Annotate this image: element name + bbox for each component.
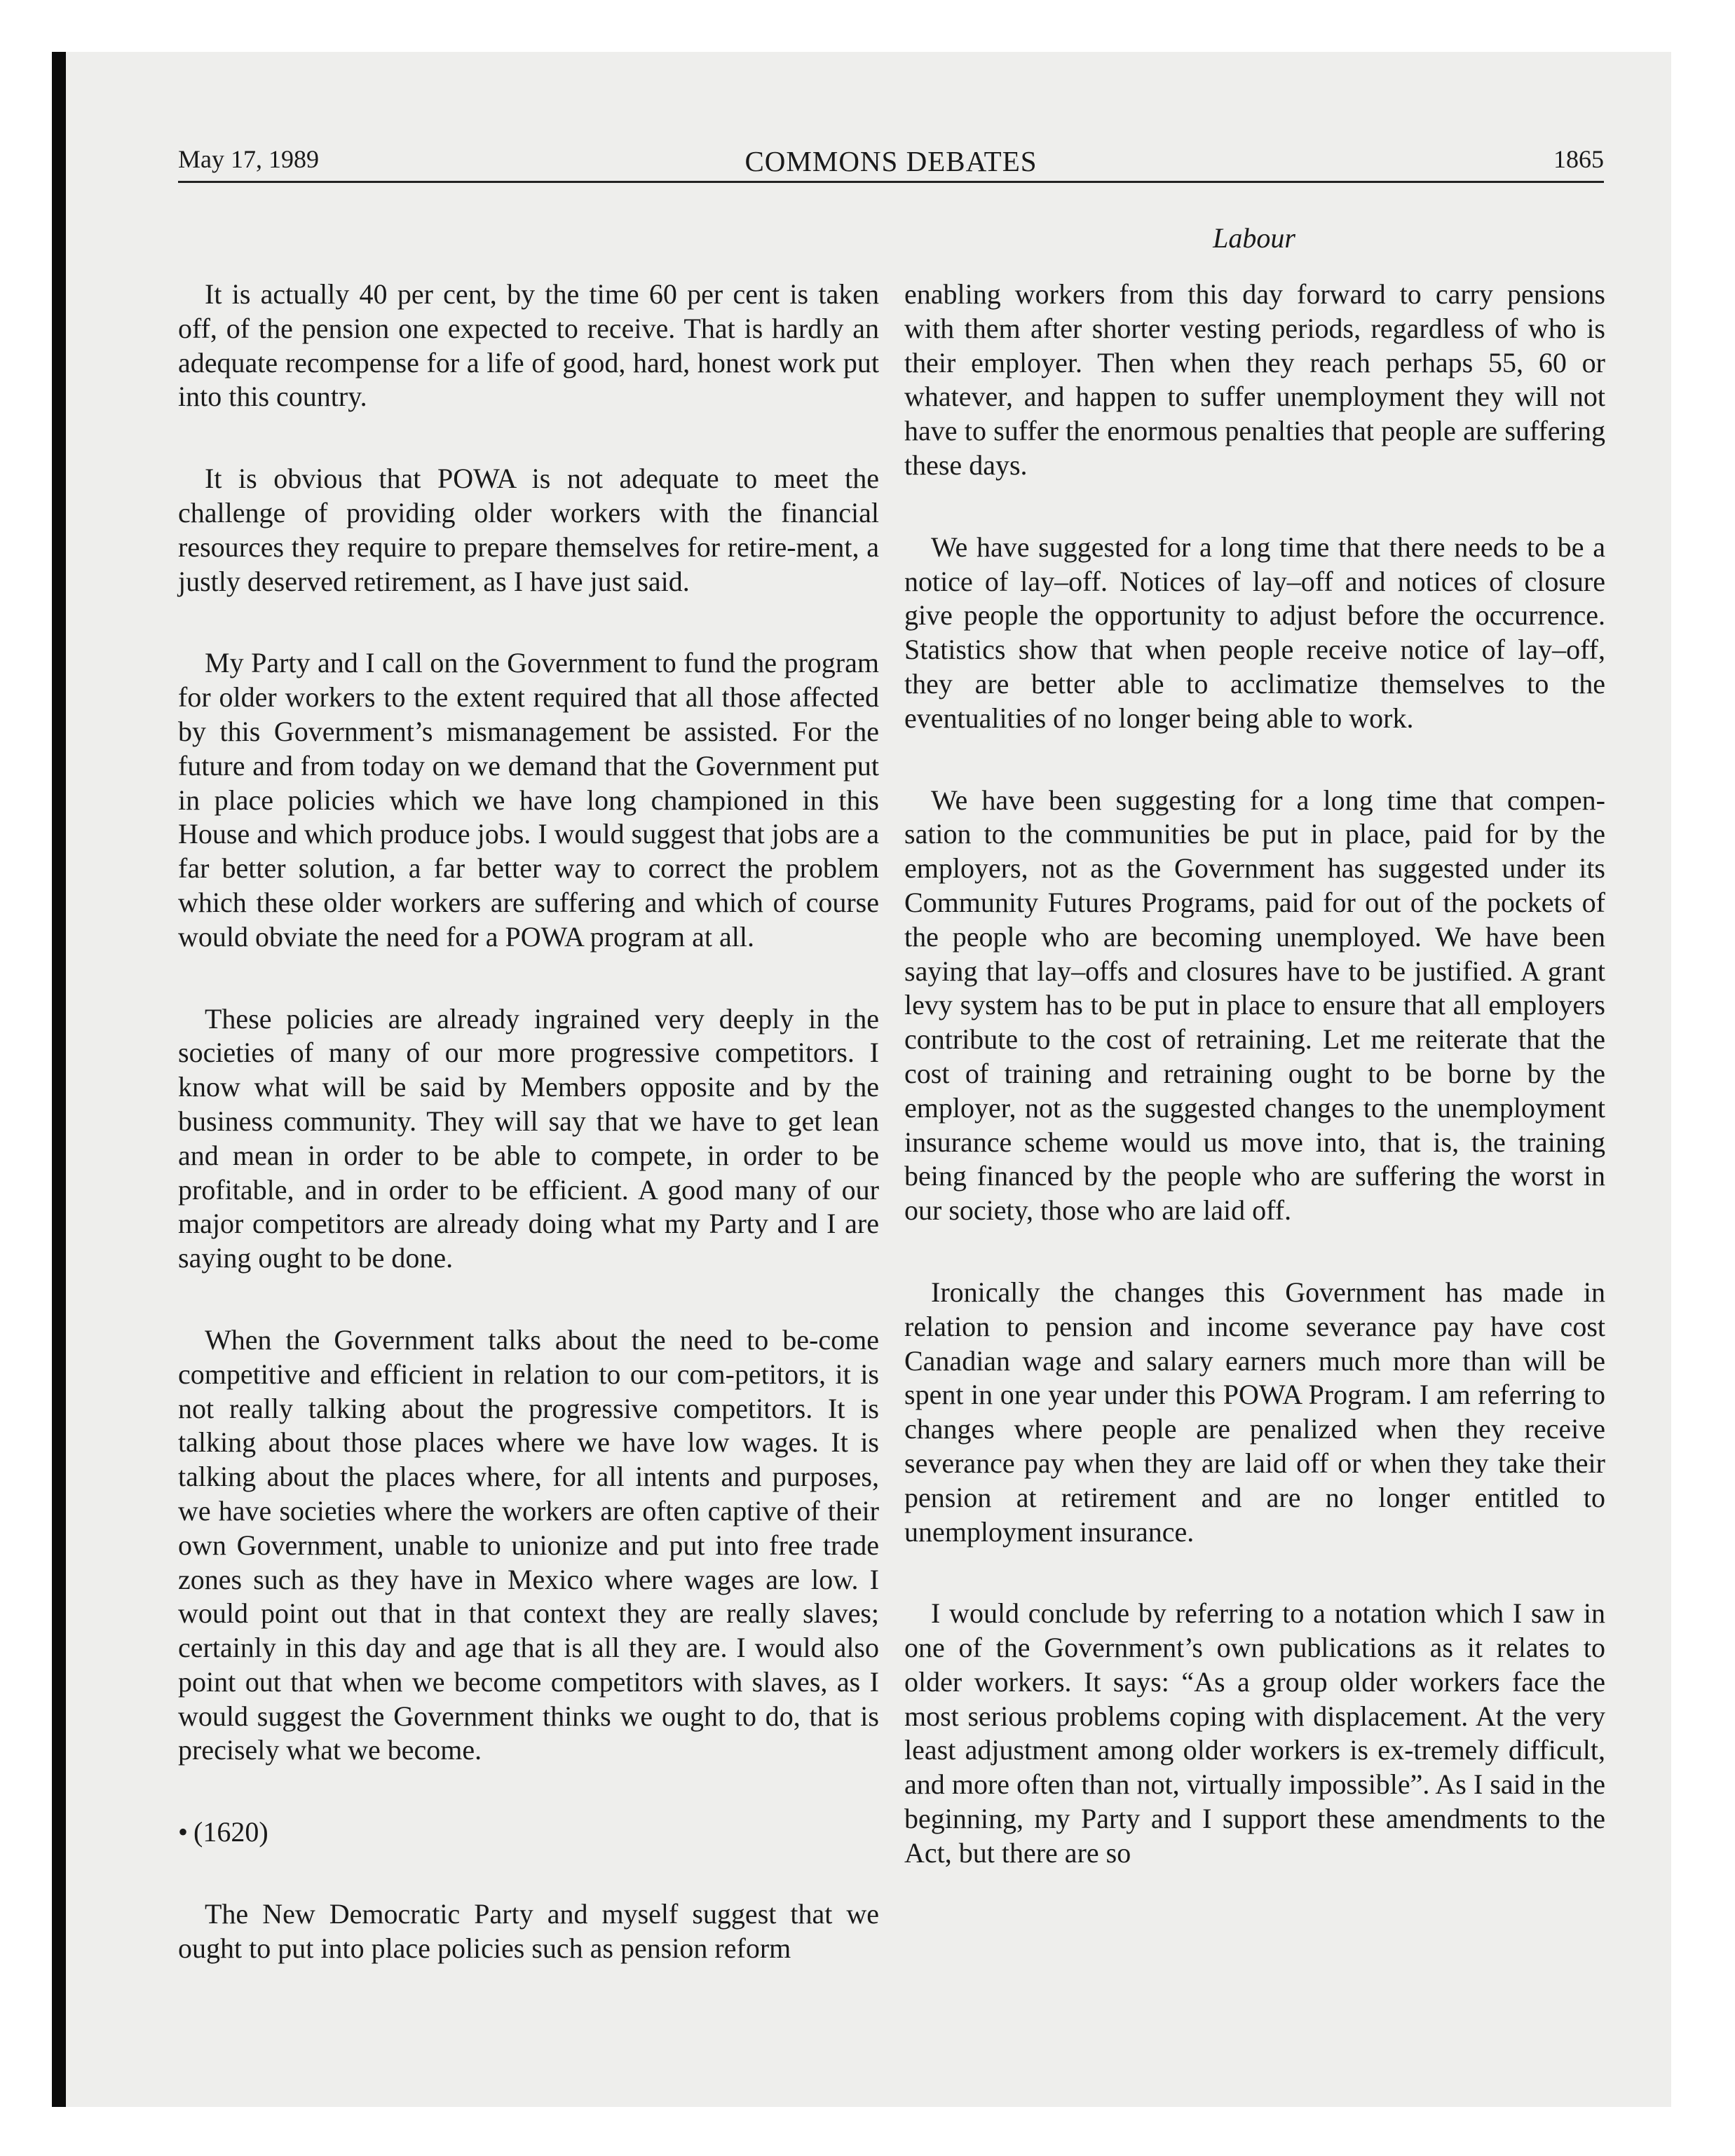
right-column (904, 278, 1605, 1918)
paragraph: We have suggested for a long time that there needs to be a notice of lay–off. Notices of lay–off and notices of closure give people the opportunity to adjust before the occurrence. Statistics show that when people receive notice of lay–off, they are better able to acclimatize themselves to the eventualities of no longer being able to work. (904, 531, 1605, 734)
page-number: 1865 (1553, 145, 1604, 173)
paragraph: I would conclude by referring to a notation which I saw in one of the Government’s own publications as it relates to older workers. It says: “As a group older workers face the most serious problems coping with displacement. At the very least adjustment among older workers is ex-tremely difficult, and more often than not, virtually impossible”. As I said in the beginning, my Party and I support these amendments to the Act, but there are so (904, 1597, 1605, 1869)
header-title: COMMONS DEBATES (744, 145, 1037, 177)
left-column (178, 278, 879, 2014)
paragraph: It is obvious that POWA is not adequate to meet the challenge of providing older workers with the financial resources they require to prepare themselves for retire-ment, a justly deserved retirement, as I have just said. (178, 463, 879, 597)
page-header (178, 137, 1604, 179)
paragraph: enabling workers from this day forward to carry pensions with them after shorter vesting periods, regardless of who is their employer. Then when they reach perhaps 55, 60 or whatever, and happen to suffer unemployment they will not have to suffer the enormous penalties that people are suffering these days. (904, 278, 1605, 481)
paragraph: Ironically the changes this Government has made in relation to pension and income severance pay have cost Canadian wage and salary earners much more than will be spent in one year under this POWA Program. I am referring to changes where people are penalized when they receive severance pay when they are laid off or when they take their pension at retirement and are no longer entitled to unemployment insurance. (904, 1276, 1605, 1548)
paragraph: We have been suggesting for a long time that compen-sation to the communities be put in place, paid for by the employers, not as the Government has suggested under its Community Futures Programs, paid for out of the pockets of the people who are becoming unemployed. We have been saying that lay–offs and closures have to be justified. A grant levy system has to be put in place to ensure that all employers contribute to the cost of retraining. Let me reiterate that the cost of training and retraining ought to be borne by the employer, not as the suggested changes to the unemployment insurance scheme would us move into, that is, the training being financed by the people who are suffering the worst in our society, those who are laid off. (904, 784, 1605, 1227)
paragraph: These policies are already ingrained very deeply in the societies of many of our more progressive competitors. I know what will be said by Members opposite and by the business community. They will say that we have to get lean and mean in order to be able to compete, in order to be profitable, and in order to be efficient. A good many of our major competitors are already doing what my Party and I are saying ought to be done. (178, 1002, 879, 1274)
paragraph: When the Government talks about the need to be-come competitive and efficient in relation to our com-petitors, it is not really talking about the progressive competitors. It is talking about those places where we have low wages. It is talking about the places where, for all intents and purposes, we have societies where the workers are often captive of their own Government, unable to unionize and put into free trade zones such as they have in Mexico where wages are low. I would point out that in that context they are really slaves; certainly in this day and age that is all they are. I would also point out that when we become competitors with slaves, as I would suggest the Government thinks we ought to do, that is precisely what we become. (178, 1323, 879, 1766)
paragraph: My Party and I call on the Government to fund the program for older workers to the extent required that all those affected by this Government’s mismanagement be assisted. For the future and from today on we demand that the Government put in place policies which we have long championed in this House and which produce jobs. I would suggest that jobs are a far better solution, a far better way to correct the problem which these older workers are suffering and which of course would obviate the need for a POWA program at all. (178, 647, 879, 953)
bullet-icon: • (178, 1816, 189, 1848)
section-label: Labour (1213, 222, 1295, 254)
time-marker-text: (1620) (193, 1816, 268, 1848)
paragraph: The New Democratic Party and myself suggest that we ought to put into place policies such as pension reform (178, 1898, 879, 1964)
header-rule (178, 181, 1604, 183)
header-date: May 17, 1989 (178, 145, 319, 173)
paragraph: It is actually 40 per cent, by the time 60 per cent is taken off, of the pension one expected to receive. That is hardly an adequate recompense for a life of good, hard, honest work put into this country. (178, 278, 879, 413)
time-marker (178, 1815, 879, 1850)
